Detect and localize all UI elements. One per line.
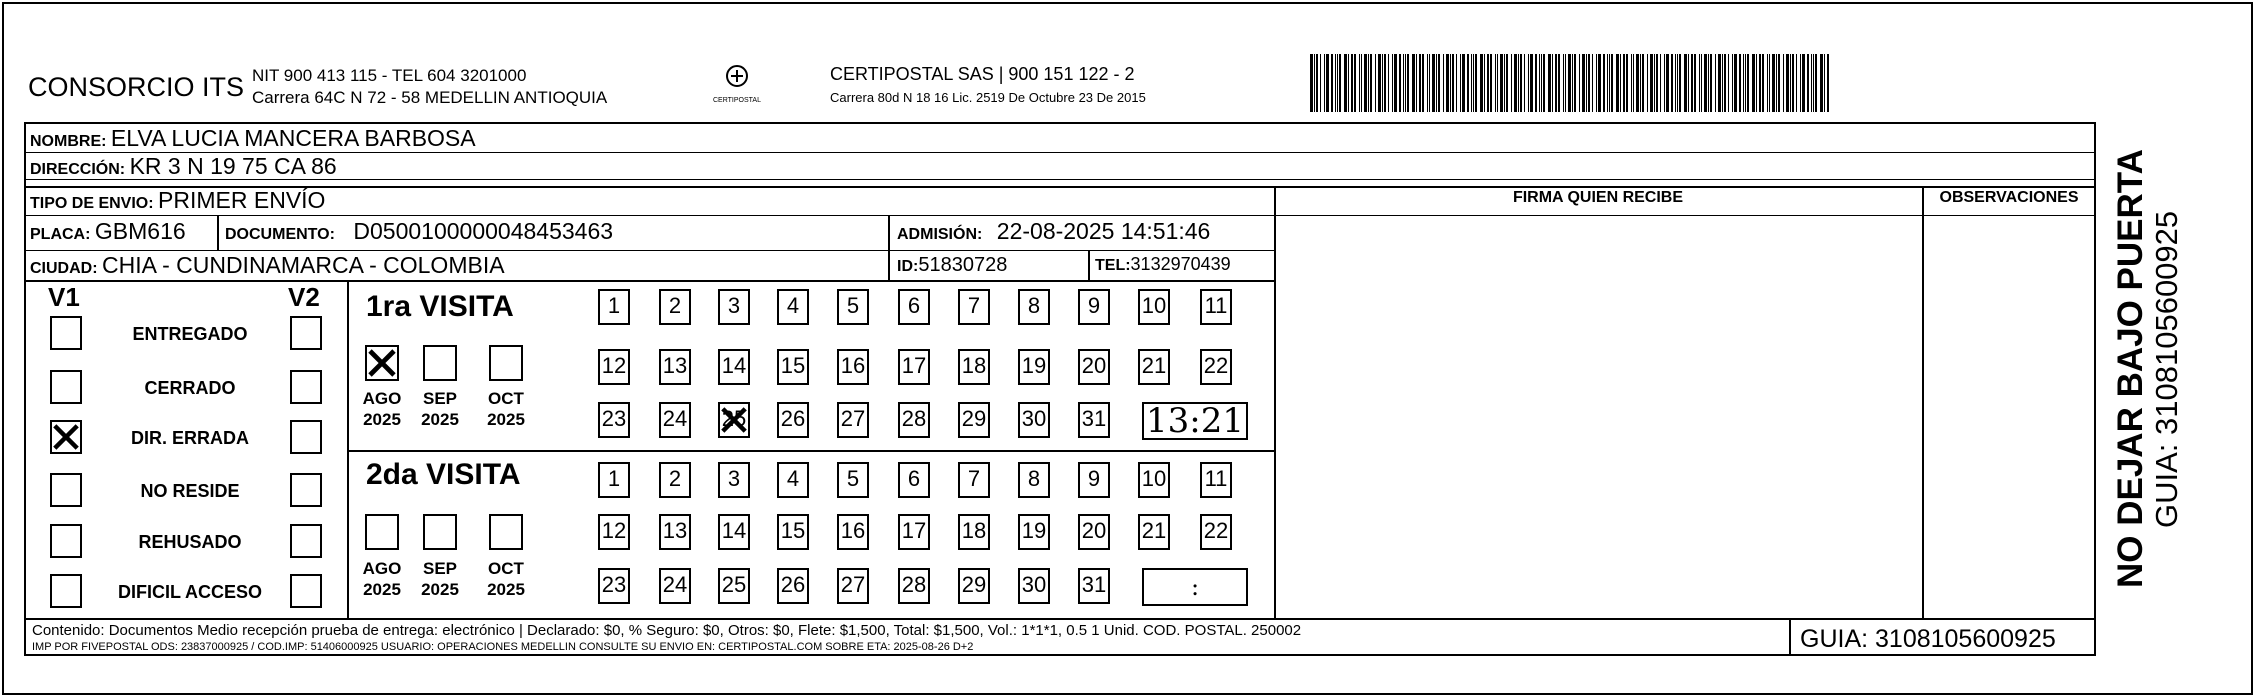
barcode-bar	[1511, 54, 1512, 112]
second-day-box-4[interactable]: 4	[777, 462, 809, 498]
first-month-checkbox-oct[interactable]	[489, 345, 523, 381]
barcode-bar	[1524, 54, 1525, 112]
barcode-bar	[1820, 54, 1823, 112]
barcode-bar	[1388, 54, 1389, 112]
second-day-box-24[interactable]: 24	[659, 568, 691, 604]
first-month-checkbox-ago[interactable]	[365, 345, 399, 381]
second-day-box-31[interactable]: 31	[1078, 568, 1110, 604]
barcode-bar	[1450, 54, 1451, 112]
direccion-row: DIRECCIÓN: KR 3 N 19 75 CA 86	[30, 153, 337, 179]
second-day-box-11[interactable]: 11	[1200, 462, 1232, 498]
barcode-bar	[1802, 54, 1805, 112]
barcode-bar	[1611, 54, 1613, 112]
barcode-bar	[1473, 54, 1474, 112]
first-day-box-25[interactable]: 25	[718, 402, 750, 438]
second-day-box-26[interactable]: 26	[777, 568, 809, 604]
first-day-box-21[interactable]: 21	[1138, 349, 1170, 385]
barcode-bar	[1607, 54, 1608, 112]
second-day-box-29[interactable]: 29	[958, 568, 990, 604]
barcode-bar	[1769, 54, 1770, 112]
second-month-checkbox-oct[interactable]	[489, 514, 523, 550]
first-day-box-19[interactable]: 19	[1018, 349, 1050, 385]
barcode-bar	[1582, 54, 1585, 112]
barcode-bar	[1543, 54, 1545, 112]
barcode-bar	[1772, 54, 1775, 112]
barcode-bar	[1535, 54, 1537, 112]
placa-value: GBM616	[94, 218, 186, 244]
barcode-bar	[1326, 54, 1329, 112]
barcode-bar	[1586, 54, 1587, 112]
barcode-bar	[1790, 54, 1791, 112]
second-day-box-5[interactable]: 5	[837, 462, 869, 498]
first-day-box-23[interactable]: 23	[598, 402, 630, 438]
barcode-bar	[1368, 54, 1369, 112]
v2-checkbox-dificil-acceso[interactable]	[290, 574, 322, 608]
barcode-bar	[1563, 54, 1564, 112]
barcode-bar	[1471, 54, 1472, 112]
second-day-box-18[interactable]: 18	[958, 514, 990, 550]
barcode-bar	[1399, 54, 1401, 112]
barcode-bar	[1324, 54, 1325, 112]
tipo-value: PRIMER ENVÍO	[158, 187, 326, 213]
barcode-bar	[1718, 54, 1721, 112]
barcode-bar	[1452, 54, 1454, 112]
v1-label: V1	[48, 282, 80, 312]
barcode-bar	[1807, 54, 1809, 112]
barcode-bar	[1708, 54, 1709, 112]
month-label-sep: SEP 2025	[421, 559, 459, 599]
second-day-box-8[interactable]: 8	[1018, 462, 1050, 498]
side-no-dejar: NO DEJAR BAJO PUERTA	[2111, 149, 2150, 588]
barcode-bar	[1756, 54, 1757, 112]
second-day-box-30[interactable]: 30	[1018, 568, 1050, 604]
second-visit-title: 2da VISITA	[366, 458, 521, 491]
v2-checkbox-no-reside[interactable]	[290, 473, 322, 507]
first-day-box-16[interactable]: 16	[837, 349, 869, 385]
second-day-box-13[interactable]: 13	[659, 514, 691, 550]
barcode-bar	[1412, 54, 1415, 112]
v1-checkbox-entregado[interactable]	[50, 316, 82, 350]
first-day-box-26[interactable]: 26	[777, 402, 809, 438]
barcode-bar	[1487, 54, 1489, 112]
v2-checkbox-entregado[interactable]	[290, 316, 322, 350]
barcode-bar	[1778, 54, 1780, 112]
first-day-box-1[interactable]: 1	[598, 289, 630, 325]
barcode-bar	[1335, 54, 1336, 112]
admision-row: ADMISIÓN: 22-08-2025 14:51:46	[897, 218, 1211, 244]
first-month-checkbox-sep[interactable]	[423, 345, 457, 381]
barcode-bar	[1699, 54, 1700, 112]
tel-row: TEL:3132970439	[1095, 254, 1231, 274]
footer-guia: GUIA: 3108105600925	[1800, 625, 2056, 653]
first-day-box-13[interactable]: 13	[659, 349, 691, 385]
second-day-box-28[interactable]: 28	[898, 568, 930, 604]
status-label-0: ENTREGADO	[132, 324, 248, 344]
barcode-bar	[1677, 54, 1678, 112]
barcode-bar	[1588, 54, 1590, 112]
first-day-box-27[interactable]: 27	[837, 402, 869, 438]
v2-checkbox-dir-errada[interactable]	[290, 420, 322, 454]
barcode-bar	[1598, 54, 1601, 112]
barcode-bar	[1815, 54, 1817, 112]
barcode-bar	[1518, 54, 1519, 112]
company-name: CONSORCIO ITS	[28, 72, 245, 102]
second-day-box-12[interactable]: 12	[598, 514, 630, 550]
documento-value: D0500100000048453463	[353, 218, 614, 244]
firma-label: FIRMA QUIEN RECIBE	[1512, 189, 1684, 206]
second-day-box-1[interactable]: 1	[598, 462, 630, 498]
barcode-bar	[1361, 54, 1362, 112]
certipostal-title: CERTIPOSTAL SAS | 900 151 122 - 2	[830, 64, 1135, 84]
barcode-bar	[1688, 54, 1689, 112]
second-day-box-23[interactable]: 23	[598, 568, 630, 604]
month-label-ago: AGO 2025	[362, 559, 402, 599]
barcode-bar	[1429, 54, 1430, 112]
barcode-bar	[1504, 54, 1505, 112]
barcode-bar	[1796, 54, 1797, 112]
barcode-bar	[1490, 54, 1492, 112]
certipostal-logo	[712, 62, 762, 112]
barcode-bar	[1568, 54, 1571, 112]
second-day-box-17[interactable]: 17	[898, 514, 930, 550]
barcode-bar	[1656, 54, 1658, 112]
barcode-bar	[1596, 54, 1597, 112]
barcode-bar	[1664, 54, 1665, 112]
barcode-bar	[1747, 54, 1749, 112]
barcode-bar	[1666, 54, 1669, 112]
barcode-bar	[1647, 54, 1648, 112]
barcode-bar	[1436, 54, 1437, 112]
status-label-5: DIFICIL ACCESO	[117, 582, 262, 602]
barcode-bar	[1427, 54, 1428, 112]
barcode-bar	[1438, 54, 1440, 112]
barcode-bar	[1555, 54, 1557, 112]
barcode-bar	[1495, 54, 1496, 112]
barcode-bar	[1684, 54, 1687, 112]
barcode-bar	[1745, 54, 1746, 112]
admision-value: 22-08-2025 14:51:46	[996, 218, 1211, 244]
second-day-box-16[interactable]: 16	[837, 514, 869, 550]
ciudad-row: CIUDAD: CHIA - CUNDINAMARCA - COLOMBIA	[30, 252, 505, 278]
barcode-bar	[1792, 54, 1794, 112]
v1-checkbox-dir-errada[interactable]	[50, 420, 82, 454]
barcode-bar	[1732, 54, 1733, 112]
v2-checkbox-cerrado[interactable]	[290, 370, 322, 404]
status-label-2: DIR. ERRADA	[130, 428, 249, 448]
barcode-bar	[1609, 54, 1610, 112]
barcode-bar	[1378, 54, 1381, 112]
first-day-box-15[interactable]: 15	[777, 349, 809, 385]
tel-value: 3132970439	[1130, 254, 1231, 274]
barcode-bar	[1384, 54, 1386, 112]
barcode-bar	[1456, 54, 1457, 112]
first-day-box-9[interactable]: 9	[1078, 289, 1110, 325]
barcode-bar	[1392, 54, 1393, 112]
barcode-bar	[1616, 54, 1619, 112]
contenido-text: Contenido: Documentos Medio recepción prueba de entrega: electrónico | Declarado: $0, % Seguro: $0, Otros: $0, Flete: $1,500, Total: $1,500, Vol.: 1*1*1, 0.5 1 Unid. COD. POSTAL. 250002	[32, 622, 1302, 639]
barcode-bar	[1739, 54, 1741, 112]
barcode-bar	[1827, 54, 1829, 112]
barcode-bar	[1633, 54, 1634, 112]
barcode-bar	[1811, 54, 1812, 112]
barcode-bar	[1603, 54, 1605, 112]
barcode-bar	[1310, 54, 1313, 112]
ciudad-value: CHIA - CUNDINAMARCA - COLOMBIA	[102, 252, 505, 278]
barcode-bar	[1364, 54, 1367, 112]
barcode-bar	[1497, 54, 1498, 112]
barcode-bar	[1530, 54, 1533, 112]
barcode-bar	[1767, 54, 1768, 112]
barcode-bar	[1722, 54, 1723, 112]
second-day-box-3[interactable]: 3	[718, 462, 750, 498]
barcode-bar	[1762, 54, 1764, 112]
first-day-box-17[interactable]: 17	[898, 349, 930, 385]
barcode-bar	[1506, 54, 1508, 112]
barcode-bar	[1467, 54, 1469, 112]
barcode-bar	[1370, 54, 1372, 112]
barcode-bar	[1348, 54, 1349, 112]
status-label-3: NO RESIDE	[140, 481, 240, 501]
imp-text: IMP POR FIVEPOSTAL ODS: 23837000925 / COD.IMP: 51406000925 USUARIO: OPERACIONES MEDELLIN CONSULTE SU ENVIO EN: CERTIPOSTAL.COM SOBRE ETA: 2025-08-26 D+2	[32, 641, 974, 653]
v1-checkbox-no-reside[interactable]	[50, 473, 82, 507]
barcode-bar	[1704, 54, 1707, 112]
nombre-row: NOMBRE: ELVA LUCIA MANCERA BARBOSA	[30, 125, 476, 151]
first-visit-title: 1ra VISITA	[366, 290, 514, 323]
x-mark-icon	[720, 404, 748, 436]
first-day-box-4[interactable]: 4	[777, 289, 809, 325]
barcode-bar	[1480, 54, 1483, 112]
barcode-bar	[1715, 54, 1716, 112]
first-day-box-31[interactable]: 31	[1078, 402, 1110, 438]
observaciones-label: OBSERVACIONES	[1939, 189, 2079, 206]
first-day-box-24[interactable]: 24	[659, 402, 691, 438]
barcode-bar	[1475, 54, 1477, 112]
barcode-bar	[1541, 54, 1542, 112]
month-label-oct: OCT 2025	[487, 389, 525, 429]
barcode-bar	[1813, 54, 1814, 112]
barcode-bar	[1620, 54, 1621, 112]
barcode-bar	[1375, 54, 1376, 112]
second-day-box-15[interactable]: 15	[777, 514, 809, 550]
second-day-box-20[interactable]: 20	[1078, 514, 1110, 550]
first-day-box-28[interactable]: 28	[898, 402, 930, 438]
second-day-box-14[interactable]: 14	[718, 514, 750, 550]
barcode-bar	[1443, 54, 1444, 112]
first-day-box-18[interactable]: 18	[958, 349, 990, 385]
barcode-bar	[1650, 54, 1653, 112]
first-day-box-11[interactable]: 11	[1200, 289, 1232, 325]
first-day-box-20[interactable]: 20	[1078, 349, 1110, 385]
barcode-bar	[1592, 54, 1593, 112]
side-guia: GUIA: 3108105600925	[2149, 210, 2184, 528]
documento-row: DOCUMENTO: D0500100000048453463	[225, 218, 614, 244]
v1-checkbox-cerrado[interactable]	[50, 370, 82, 404]
firma-area[interactable]	[1277, 217, 1921, 617]
barcode-bar	[1824, 54, 1825, 112]
barcode-bar	[1407, 54, 1409, 112]
barcode-bar	[1752, 54, 1755, 112]
barcode-bar	[1701, 54, 1702, 112]
barcode-bar	[1539, 54, 1540, 112]
id-row: ID:51830728	[897, 254, 1008, 276]
placa-row: PLACA: GBM616	[30, 218, 186, 244]
id-value: 51830728	[918, 254, 1008, 276]
x-mark-icon	[52, 422, 80, 452]
barcode-bar	[1734, 54, 1737, 112]
first-day-box-10[interactable]: 10	[1138, 289, 1170, 325]
second-day-box-10[interactable]: 10	[1138, 462, 1170, 498]
barcode-bar	[1520, 54, 1522, 112]
second-day-box-19[interactable]: 19	[1018, 514, 1050, 550]
barcode-bar	[1314, 54, 1315, 112]
company-info-2: Carrera 64C N 72 - 58 MEDELLIN ANTIOQUIA	[252, 88, 608, 107]
first-day-box-3[interactable]: 3	[718, 289, 750, 325]
direccion-value: KR 3 N 19 75 CA 86	[129, 153, 337, 179]
barcode-bar	[1394, 54, 1397, 112]
barcode-bar	[1642, 54, 1644, 112]
second-day-box-7[interactable]: 7	[958, 462, 990, 498]
barcode-bar	[1403, 54, 1404, 112]
second-month-checkbox-ago[interactable]	[365, 514, 399, 550]
barcode-bar	[1660, 54, 1661, 112]
barcode-bar	[1514, 54, 1517, 112]
status-label-1: CERRADO	[144, 378, 236, 398]
barcode-bar	[1552, 54, 1553, 112]
second-day-box-9[interactable]: 9	[1078, 462, 1110, 498]
barcode-bar	[1631, 54, 1632, 112]
nombre-value: ELVA LUCIA MANCERA BARBOSA	[110, 125, 476, 151]
barcode-bar	[1636, 54, 1639, 112]
tipo-row: TIPO DE ENVIO: PRIMER ENVÍO	[30, 187, 326, 213]
barcode-bar	[1710, 54, 1712, 112]
first-day-box-30[interactable]: 30	[1018, 402, 1050, 438]
barcode-bar	[1640, 54, 1641, 112]
first-day-box-2[interactable]: 2	[659, 289, 691, 325]
barcode-bar	[1528, 54, 1529, 112]
second-day-box-27[interactable]: 27	[837, 568, 869, 604]
barcode-bar	[1316, 54, 1318, 112]
barcode-bar	[1331, 54, 1333, 112]
first-time-box[interactable]: 13:21	[1142, 402, 1248, 440]
first-day-box-8[interactable]: 8	[1018, 289, 1050, 325]
first-day-box-29[interactable]: 29	[958, 402, 990, 438]
barcode-bar	[1759, 54, 1761, 112]
second-day-box-25[interactable]: 25	[718, 568, 750, 604]
barcode-bar	[1743, 54, 1744, 112]
barcode-bar	[1623, 54, 1625, 112]
barcode-bar	[1500, 54, 1503, 112]
barcode-bar	[1416, 54, 1417, 112]
x-mark-icon	[367, 347, 397, 379]
barcode-bar	[1339, 54, 1341, 112]
second-day-box-22[interactable]: 22	[1200, 514, 1232, 550]
status-label-4: REHUSADO	[138, 532, 242, 552]
barcode-bar	[1675, 54, 1676, 112]
barcode-bar	[1626, 54, 1628, 112]
barcode-bar	[1558, 54, 1560, 112]
first-day-box-7[interactable]: 7	[958, 289, 990, 325]
barcode-bar	[1724, 54, 1726, 112]
barcode-bar	[1446, 54, 1449, 112]
barcode-bar	[1462, 54, 1465, 112]
v1-checkbox-dificil-acceso[interactable]	[50, 574, 82, 608]
barcode-bar	[1422, 54, 1424, 112]
logo-text: CERTIPOSTAL	[713, 97, 761, 104]
barcode-bar	[1800, 54, 1801, 112]
barcode-bar	[1320, 54, 1321, 112]
barcode-bar	[1579, 54, 1580, 112]
barcode-bar	[1654, 54, 1655, 112]
certipostal-info: Carrera 80d N 18 16 Lic. 2519 De Octubre 23 De 2015	[830, 90, 1146, 105]
v2-label: V2	[288, 282, 320, 312]
barcode-bar	[1574, 54, 1576, 112]
barcode-bar	[1405, 54, 1406, 112]
barcode-bar	[1484, 54, 1485, 112]
barcode-bar	[1354, 54, 1356, 112]
barcode-bar	[1679, 54, 1681, 112]
barcode-bar	[1382, 54, 1383, 112]
barcode-bar	[1728, 54, 1729, 112]
barcode-bar	[1694, 54, 1696, 112]
barcode-bar	[1565, 54, 1566, 112]
observaciones-area[interactable]	[1925, 217, 2093, 617]
first-day-box-6[interactable]: 6	[898, 289, 930, 325]
barcode-bar	[1432, 54, 1435, 112]
barcode-bar	[1691, 54, 1693, 112]
barcode-bar	[1351, 54, 1353, 112]
second-day-box-6[interactable]: 6	[898, 462, 930, 498]
month-label-sep: SEP 2025	[421, 389, 459, 429]
v2-checkbox-rehusado[interactable]	[290, 524, 322, 558]
barcode-bar	[1548, 54, 1551, 112]
second-day-box-2[interactable]: 2	[659, 462, 691, 498]
first-day-box-5[interactable]: 5	[837, 289, 869, 325]
second-day-box-21[interactable]: 21	[1138, 514, 1170, 550]
second-time-box[interactable]: :	[1142, 568, 1248, 606]
company-info-1: NIT 900 413 115 - TEL 604 3201000	[252, 66, 527, 85]
barcode-bar	[1359, 54, 1360, 112]
barcode-bar	[1460, 54, 1461, 112]
first-day-box-22[interactable]: 22	[1200, 349, 1232, 385]
barcode-bar	[1776, 54, 1777, 112]
barcode-bar	[1671, 54, 1673, 112]
month-label-oct: OCT 2025	[487, 559, 525, 599]
barcode-bar	[1786, 54, 1789, 112]
first-day-box-14[interactable]: 14	[718, 349, 750, 385]
second-month-checkbox-sep[interactable]	[423, 514, 457, 550]
barcode-bar	[1344, 54, 1347, 112]
v1-checkbox-rehusado[interactable]	[50, 524, 82, 558]
month-label-ago: AGO 2025	[362, 389, 402, 429]
barcode-bar	[1783, 54, 1784, 112]
first-day-box-12[interactable]: 12	[598, 349, 630, 385]
barcode-bar	[1572, 54, 1573, 112]
barcode-bar	[1419, 54, 1421, 112]
barcode-bar	[1337, 54, 1338, 112]
